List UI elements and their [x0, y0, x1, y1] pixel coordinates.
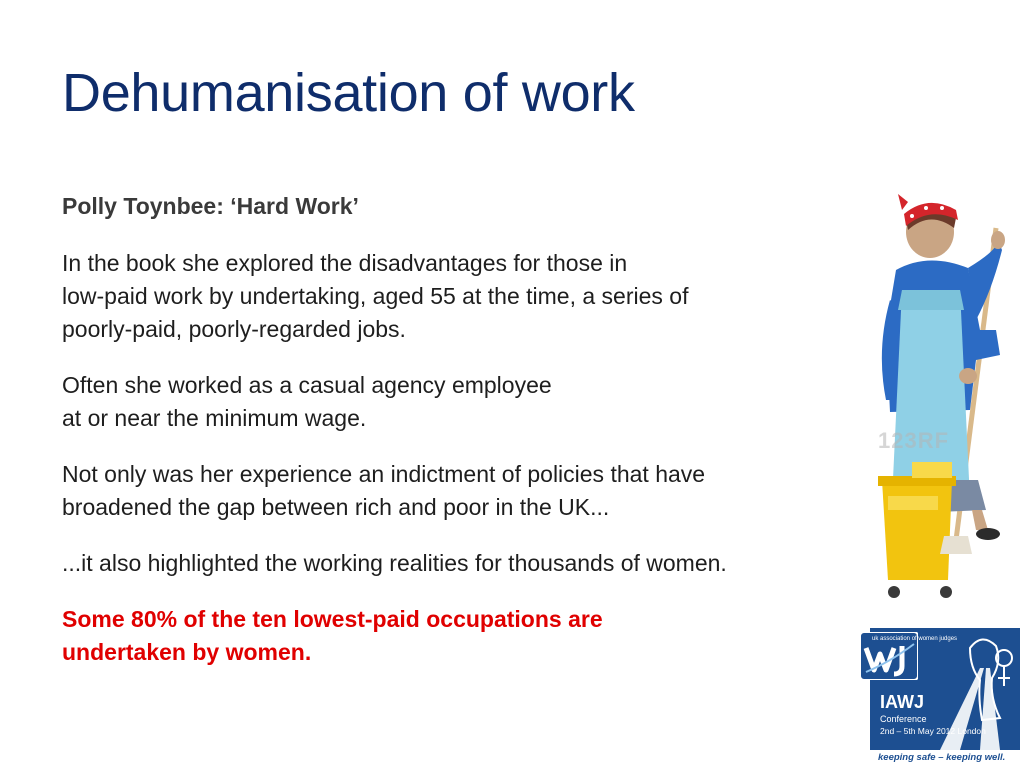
paragraph-agency-employee — [62, 369, 902, 435]
logo-acronym: IAWJ — [880, 692, 925, 712]
highlight-statistic — [62, 603, 902, 669]
woman-cleaner-mop-bucket-photo — [868, 180, 1024, 615]
watermark-text: 123RF — [878, 428, 950, 453]
book-subtitle: Polly Toynbee: ‘Hard Work’ — [62, 193, 359, 219]
highlight-line: Some 80% of the ten lowest-paid occupations are — [62, 606, 603, 632]
paragraph-line: In the book she explored the disadvantages for those in — [62, 250, 628, 276]
slide-title: Dehumanisation of work — [62, 63, 635, 123]
paragraph-line: Often she worked as a casual agency employee — [62, 372, 552, 398]
paragraph-book-description — [62, 247, 902, 346]
paragraph-line: low-paid work by undertaking, aged 55 at the time, a series of — [62, 283, 689, 309]
logo-tagline: keeping safe – keeping well. — [878, 752, 1006, 763]
highlight-line: undertaken by women. — [62, 639, 312, 665]
paragraph-working-realities — [62, 547, 902, 580]
paragraph-line: at or near the minimum wage. — [62, 405, 367, 431]
paragraph-line: ...it also highlighted the working realities for thousands of women. — [62, 550, 727, 576]
logo-conference-dates: 2nd – 5th May 2012 London — [880, 726, 986, 736]
paragraph-line: Not only was her experience an indictment of policies that have — [62, 461, 706, 487]
logo-conference-label: Conference — [880, 714, 927, 724]
paragraph-line: broadened the gap between rich and poor in the UK... — [62, 494, 610, 520]
slide-body — [62, 190, 902, 669]
paragraph-line: poorly-paid, poorly-regarded jobs. — [62, 316, 406, 342]
paragraph-indictment — [62, 458, 902, 524]
logo-association-text: uk association of women judges — [872, 636, 958, 642]
